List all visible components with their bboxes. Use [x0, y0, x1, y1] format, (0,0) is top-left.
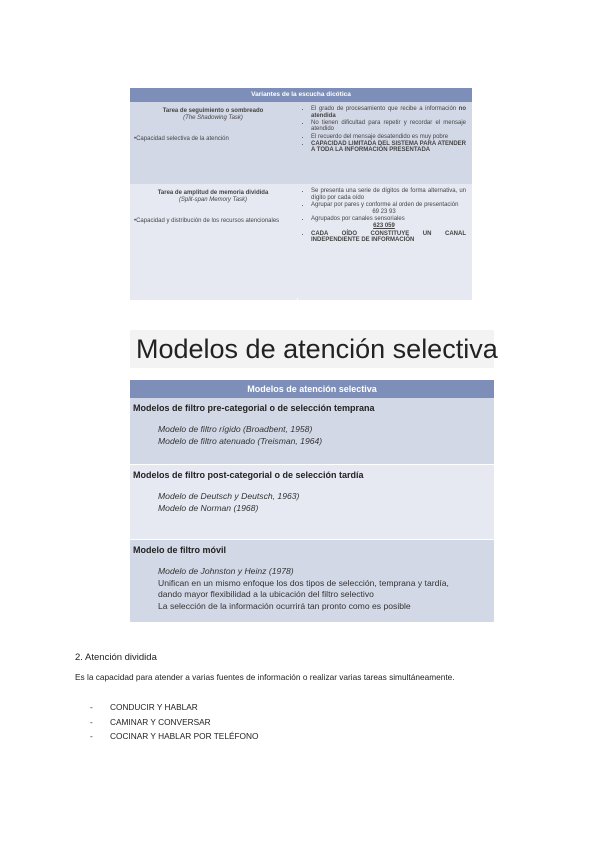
model-item: Modelo de Deutsch y Deutsch, 1963)	[158, 491, 300, 501]
row-title: Tarea de seguimiento o sombreado	[162, 108, 264, 114]
dichotic-variants-table	[130, 88, 472, 300]
list-item: • Agrupar por pares y conforme al orden de presentación	[311, 202, 466, 209]
model-item: Modelo de filtro rígido (Broadbent, 1958)	[158, 424, 313, 434]
list-item: • CAPACIDAD LIMITADA DEL SISTEMA PARA ATENDER A TODA LA INFORMACIÓN PRESENTADA	[311, 141, 466, 154]
table-row	[130, 464, 494, 539]
slide-title: Modelos de atención selectiva	[130, 330, 494, 368]
table-row	[130, 184, 472, 298]
list-marker: -	[90, 716, 93, 727]
model-note: dando mayor flexibilidad a la ubicación del filtro selectivo	[158, 589, 374, 599]
list-item: • No tienen dificultad para repetir y recordar el mensaje atendido	[311, 120, 466, 133]
list-marker: -	[90, 702, 93, 712]
list-item: • El grado de procesamiento que recibe a información no atendida	[311, 106, 466, 119]
table-row	[130, 102, 472, 184]
examples-list	[90, 700, 258, 744]
model-item: Modelo de Johnston y Heinz (1978)	[158, 566, 294, 576]
row-title: Tarea de amplitud de memoria dividida	[157, 190, 269, 196]
row-right-cell	[298, 102, 470, 184]
row-left-cell	[130, 184, 296, 298]
digit-sequence: 69 23 93	[372, 208, 396, 215]
group-heading: Modelos de filtro post-categorial o de selección tardía	[133, 470, 364, 480]
table-header: Variantes de la escucha dicótica	[130, 88, 472, 102]
group-heading: Modelos de filtro pre-categorial o de selección temprana	[133, 403, 375, 413]
row-left-cell	[130, 102, 296, 184]
row-right-cell	[298, 184, 470, 298]
table-row	[130, 539, 494, 622]
table-header: Modelos de atención selectiva	[130, 380, 494, 398]
section-paragraph: Es la capacidad para atender a varias fuentes de información o realizar varias tareas simultáneamente.	[75, 672, 455, 682]
list-item: • CADA OÍDO CONSTITUYE UN CANAL INDEPENDIENTE DE INFORMACIÓN	[311, 231, 466, 244]
list-marker: -	[90, 731, 93, 741]
selective-attention-models-table	[130, 380, 494, 622]
list-item: • El recuerdo del mensaje desatendido es muy pobre	[311, 134, 466, 141]
list-item: • Se presenta una serie de dígitos de forma alternativa, un dígito por cada oído	[311, 188, 466, 201]
table-row	[130, 398, 494, 464]
list-item: - CONDUCIR Y HABLAR	[90, 700, 258, 715]
model-item: Modelo de filtro atenuado (Treisman, 1964)	[158, 435, 323, 446]
model-note: Unifican en un mismo enfoque los dos tipos de selección, temprana y tardía,	[158, 577, 449, 588]
list-item: • Agrupados por canales sensoriales	[311, 216, 466, 223]
section-heading: 2. Atención dividida	[75, 652, 157, 663]
list-item: - COCINAR Y HABLAR POR TELÉFONO	[90, 729, 258, 744]
row-subtitle: (The Shadowing Task)	[183, 115, 243, 121]
row-subtitle: (Split-span Memory Task)	[178, 197, 248, 203]
model-note: La selección de la información ocurrirá tan pronto como es posible	[158, 600, 411, 611]
row-description: •Capacidad selectiva de la atención	[134, 136, 229, 142]
group-heading: Modelo de filtro móvil	[133, 545, 227, 555]
row-description: •Capacidad y distribución de los recursos atencionales	[134, 218, 280, 224]
list-item: - CAMINAR Y CONVERSAR	[90, 715, 258, 730]
digit-sequence: 623 059	[373, 223, 395, 230]
model-item: Modelo de Norman (1968)	[158, 502, 259, 513]
